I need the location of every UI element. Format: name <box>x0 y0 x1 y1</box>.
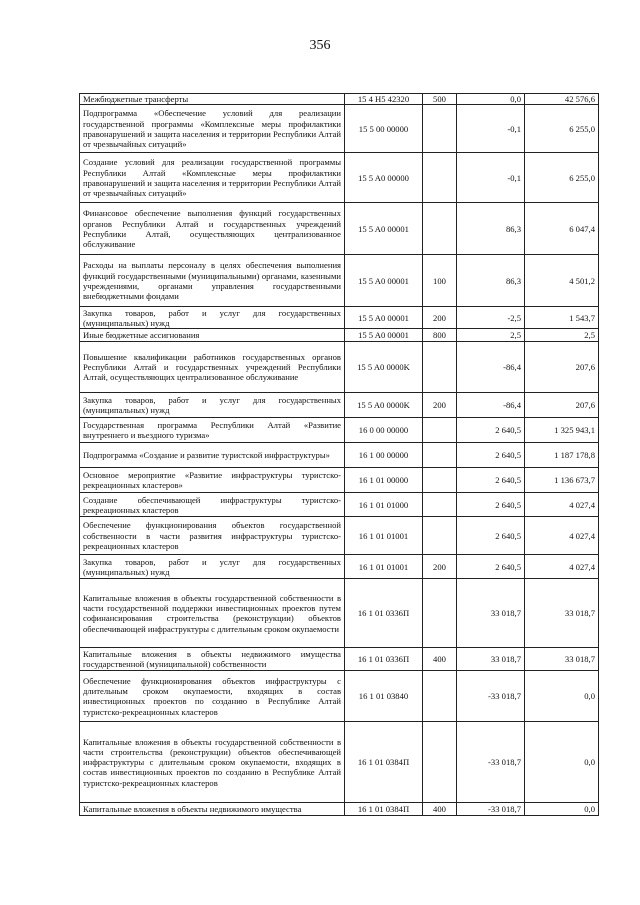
row-code: 16 1 00 00000 <box>345 443 423 468</box>
row-code: 15 4 H5 42320 <box>345 94 423 105</box>
row-name: Повышение квалификации работников государственных органов Республики Алтай и государственных учреждений Республики Алтай, осуществляющих централизованное обслуживание <box>80 342 345 393</box>
row-name: Основное мероприятие «Развитие инфраструктуры туристско-рекреационных кластеров» <box>80 468 345 493</box>
row-change-amount: 33 018,7 <box>457 579 525 648</box>
row-total-amount: 2,5 <box>525 329 599 342</box>
row-change-amount: -33 018,7 <box>457 722 525 803</box>
row-total-amount: 0,0 <box>525 671 599 722</box>
row-total-amount: 0,0 <box>525 722 599 803</box>
row-code: 15 5 A0 00000 <box>345 153 423 203</box>
row-expense-type <box>423 105 457 153</box>
row-expense-type <box>423 722 457 803</box>
row-code: 15 5 00 00000 <box>345 105 423 153</box>
row-expense-type: 200 <box>423 555 457 579</box>
row-total-amount: 207,6 <box>525 393 599 418</box>
row-change-amount: -0,1 <box>457 105 525 153</box>
row-expense-type <box>423 517 457 555</box>
table-row <box>80 517 599 555</box>
table-row <box>80 342 599 393</box>
table-row <box>80 648 599 671</box>
table-row <box>80 579 599 648</box>
row-code: 16 1 01 0384П <box>345 803 423 816</box>
row-code: 16 1 01 00000 <box>345 468 423 493</box>
row-total-amount: 1 136 673,7 <box>525 468 599 493</box>
row-total-amount: 4 501,2 <box>525 255 599 307</box>
row-code: 16 1 01 01000 <box>345 493 423 517</box>
row-total-amount: 0,0 <box>525 803 599 816</box>
page-number: 356 <box>309 38 331 53</box>
row-change-amount: 2 640,5 <box>457 443 525 468</box>
table-row <box>80 468 599 493</box>
row-code: 16 1 01 0336П <box>345 579 423 648</box>
row-expense-type: 500 <box>423 94 457 105</box>
row-name: Государственная программа Республики Алтай «Развитие внутреннего и въездного туризма» <box>80 418 345 443</box>
row-change-amount: 33 018,7 <box>457 648 525 671</box>
table-row <box>80 555 599 579</box>
row-change-amount: 0,0 <box>457 94 525 105</box>
table-row <box>80 203 599 255</box>
row-code: 15 5 A0 00001 <box>345 307 423 329</box>
row-change-amount: -86,4 <box>457 342 525 393</box>
table-row <box>80 493 599 517</box>
row-change-amount: -33 018,7 <box>457 803 525 816</box>
row-expense-type <box>423 153 457 203</box>
row-total-amount: 4 027,4 <box>525 517 599 555</box>
row-name: Создание условий для реализации государственной программы Республики Алтай «Комплексные меры профилактики правонарушений и защита населения и территории Республики Алтай от чрезвычайных ситуаций» <box>80 153 345 203</box>
table-row <box>80 153 599 203</box>
row-total-amount: 207,6 <box>525 342 599 393</box>
row-change-amount: 2 640,5 <box>457 468 525 493</box>
row-code: 16 1 01 0336П <box>345 648 423 671</box>
table-row <box>80 94 599 105</box>
row-change-amount: 86,3 <box>457 203 525 255</box>
row-change-amount: 2 640,5 <box>457 555 525 579</box>
row-total-amount: 42 576,6 <box>525 94 599 105</box>
row-total-amount: 6 255,0 <box>525 153 599 203</box>
row-change-amount: -2,5 <box>457 307 525 329</box>
row-name: Обеспечение функционирования объектов государственной собственности в части развития инфраструктуры туристско-рекреационных кластеров <box>80 517 345 555</box>
row-name: Закупка товаров, работ и услуг для государственных (муниципальных) нужд <box>80 393 345 418</box>
row-expense-type <box>423 342 457 393</box>
row-name: Расходы на выплаты персоналу в целях обеспечения выполнения функций государственными (муниципальными) органами, казенными учреждениями, органами управления государственными внебюджетными фондами <box>80 255 345 307</box>
row-expense-type <box>423 203 457 255</box>
row-expense-type <box>423 468 457 493</box>
row-expense-type <box>423 671 457 722</box>
row-expense-type: 400 <box>423 803 457 816</box>
row-name: Капитальные вложения в объекты государственной собственности в части строительства (реконструкции) объектов обеспечивающей инфраструктуры с длительным сроком окупаемости, входящих в состав инвестиционных проектов по созданию в Республике Алтай туристско-рекреационных кластеров <box>80 722 345 803</box>
table-row <box>80 443 599 468</box>
row-expense-type <box>423 443 457 468</box>
row-expense-type: 200 <box>423 393 457 418</box>
table-row <box>80 418 599 443</box>
row-expense-type: 100 <box>423 255 457 307</box>
table-row <box>80 105 599 153</box>
row-expense-type: 800 <box>423 329 457 342</box>
row-name: Капитальные вложения в объекты недвижимого имущества государственной (муниципальной) собственности <box>80 648 345 671</box>
row-code: 16 1 01 0384П <box>345 722 423 803</box>
row-name: Капитальные вложения в объекты недвижимого имущества <box>80 803 345 816</box>
row-name: Подпрограмма «Обеспечение условий для реализации государственной программы «Комплексные меры профилактики правонарушений и защита населения и территории Республики Алтай от чрезвычайных ситуаций» <box>80 105 345 153</box>
row-total-amount: 1 187 178,8 <box>525 443 599 468</box>
row-total-amount: 33 018,7 <box>525 648 599 671</box>
row-expense-type <box>423 418 457 443</box>
row-change-amount: -86,4 <box>457 393 525 418</box>
table-row <box>80 393 599 418</box>
row-code: 16 0 00 00000 <box>345 418 423 443</box>
row-code: 16 1 01 01001 <box>345 517 423 555</box>
row-code: 15 5 A0 0000K <box>345 393 423 418</box>
row-expense-type: 200 <box>423 307 457 329</box>
row-name: Капитальные вложения в объекты государственной собственности в части государственной поддержки инвестиционных проектов путем софинансирования строительства (реконструкции) объектов обеспечивающей инфраструктуры с длительным сроком окупаемости <box>80 579 345 648</box>
row-code: 16 1 01 01001 <box>345 555 423 579</box>
row-total-amount: 1 325 943,1 <box>525 418 599 443</box>
table-row <box>80 671 599 722</box>
row-total-amount: 6 047,4 <box>525 203 599 255</box>
row-total-amount: 4 027,4 <box>525 493 599 517</box>
row-code: 16 1 01 03840 <box>345 671 423 722</box>
row-name: Финансовое обеспечение выполнения функций государственных органов Республики Алтай и государственных учреждений Республики Алтай, осуществляющих централизованное обслуживание <box>80 203 345 255</box>
row-code: 15 5 A0 00001 <box>345 203 423 255</box>
row-name: Закупка товаров, работ и услуг для государственных (муниципальных) нужд <box>80 555 345 579</box>
row-name: Иные бюджетные ассигнования <box>80 329 345 342</box>
row-total-amount: 33 018,7 <box>525 579 599 648</box>
row-code: 15 5 A0 00001 <box>345 329 423 342</box>
row-expense-type <box>423 579 457 648</box>
table-row <box>80 803 599 816</box>
table-row <box>80 329 599 342</box>
row-name: Межбюджетные трансферты <box>80 94 345 105</box>
row-name: Закупка товаров, работ и услуг для государственных (муниципальных) нужд <box>80 307 345 329</box>
row-expense-type <box>423 493 457 517</box>
row-code: 15 5 A0 00001 <box>345 255 423 307</box>
table-row <box>80 255 599 307</box>
table-row <box>80 722 599 803</box>
row-change-amount: 2 640,5 <box>457 418 525 443</box>
row-name: Создание обеспечивающей инфраструктуры туристско-рекреационных кластеров <box>80 493 345 517</box>
row-change-amount: -33 018,7 <box>457 671 525 722</box>
row-expense-type: 400 <box>423 648 457 671</box>
row-total-amount: 1 543,7 <box>525 307 599 329</box>
row-code: 15 5 A0 0000K <box>345 342 423 393</box>
row-change-amount: 2 640,5 <box>457 517 525 555</box>
row-change-amount: 86,3 <box>457 255 525 307</box>
row-name: Подпрограмма «Создание и развитие туристской инфраструктуры» <box>80 443 345 468</box>
row-change-amount: 2 640,5 <box>457 493 525 517</box>
budget-table <box>79 93 599 816</box>
row-change-amount: 2,5 <box>457 329 525 342</box>
row-name: Обеспечение функционирования объектов инфраструктуры с длительным сроком окупаемости, входящих в состав инвестиционных проектов по созданию в Республике Алтай туристско-рекреационных кластеров <box>80 671 345 722</box>
row-change-amount: -0,1 <box>457 153 525 203</box>
row-total-amount: 4 027,4 <box>525 555 599 579</box>
row-total-amount: 6 255,0 <box>525 105 599 153</box>
table-row <box>80 307 599 329</box>
